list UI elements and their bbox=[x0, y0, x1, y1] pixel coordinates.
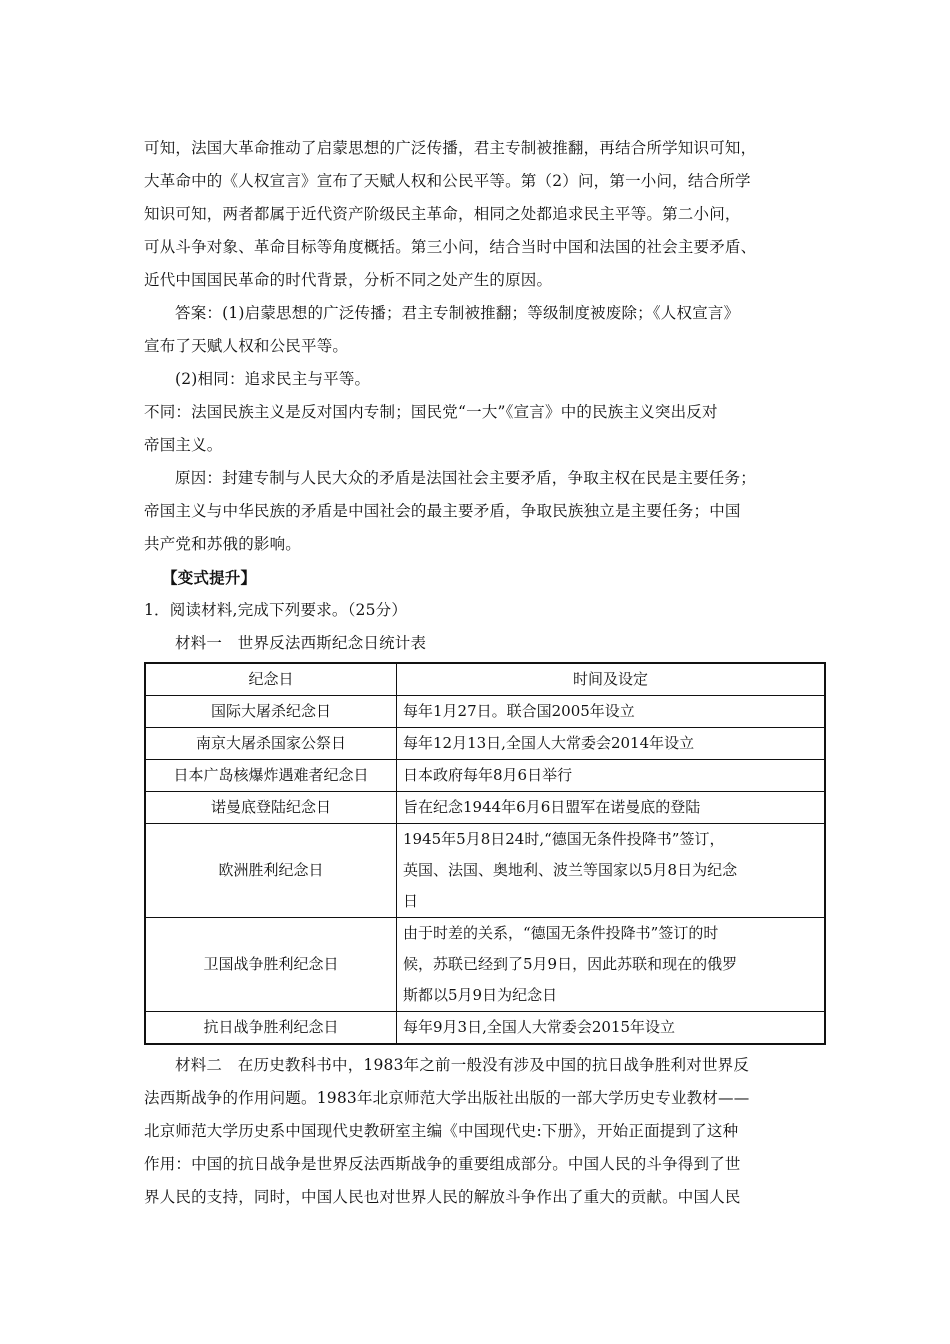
desc-line: 候，苏联已经到了5月9日，因此苏联和现在的俄罗 bbox=[403, 955, 738, 973]
page-content bbox=[144, 132, 804, 1214]
table-header-cell: 纪念日 bbox=[145, 663, 397, 696]
answer-line: 原因：封建专制与人民大众的矛盾是法国社会主要矛盾，争取主权在民是主要任务； bbox=[175, 469, 756, 487]
answer-line: 帝国主义。 bbox=[144, 436, 223, 454]
text-line: 界人民的支持，同时，中国人民也对世界人民的解放斗争作出了重大的贡献。中国人民 bbox=[144, 1188, 741, 1206]
text-line: 可知，法国大革命推动了启蒙思想的广泛传播，君主专制被推翻，再结合所学知识可知， bbox=[144, 139, 757, 157]
desc-line: 每年9月3日,全国人大常委会2015年设立 bbox=[403, 1018, 676, 1036]
table-cell-desc bbox=[397, 728, 826, 760]
table-row bbox=[145, 760, 825, 792]
text-line: 法西斯战争的作用问题。1983年北京师范大学出版社出版的一部大学历史专业教材—— bbox=[144, 1089, 750, 1107]
desc-line: 英国、法国、奥地利、波兰等国家以5月8日为纪念 bbox=[403, 861, 738, 879]
answer-line: 宣布了天赋人权和公民平等。 bbox=[144, 337, 349, 355]
table-row bbox=[145, 792, 825, 824]
table-header-cell: 时间及设定 bbox=[397, 663, 826, 696]
text-line: 材料二 在历史教科书中，1983年之前一般没有涉及中国的抗日战争胜利对世界反 bbox=[175, 1056, 750, 1074]
answer-line: 共产党和苏俄的影响。 bbox=[144, 535, 302, 553]
text-line: 作用：中国的抗日战争是世界反法西斯战争的重要组成部分。中国人民的斗争得到了世 bbox=[144, 1155, 741, 1173]
memorial-days-table bbox=[144, 662, 826, 1045]
table-cell-day: 卫国战争胜利纪念日 bbox=[145, 918, 397, 1012]
desc-line: 每年12月13日,全国人大常委会2014年设立 bbox=[403, 734, 695, 752]
intro-paragraph bbox=[144, 132, 804, 297]
answer-line: (2)相同：追求民主与平等。 bbox=[175, 370, 371, 388]
answer-line: 不同：法国民族主义是反对国内专制；国民党“一大”《宣言》中的民族主义突出反对 bbox=[144, 403, 718, 421]
answer-block bbox=[144, 297, 804, 561]
desc-line: 日本政府每年8月6日举行 bbox=[403, 766, 573, 784]
text-line: 可从斗争对象、革命目标等角度概括。第三小问，结合当时中国和法国的社会主要矛盾、 bbox=[144, 238, 757, 256]
table-cell-desc bbox=[397, 760, 826, 792]
material1-caption: 材料一 世界反法西斯纪念日统计表 bbox=[175, 634, 427, 652]
desc-line: 日 bbox=[403, 892, 419, 910]
table-cell-desc bbox=[397, 918, 826, 1012]
table-row bbox=[145, 696, 825, 728]
table-cell-day: 日本广岛核爆炸遇难者纪念日 bbox=[145, 760, 397, 792]
table-cell-desc bbox=[397, 696, 826, 728]
section-heading: 【变式提升】 bbox=[162, 568, 257, 587]
desc-line: 由于时差的关系，“德国无条件投降书”签订的时 bbox=[403, 924, 719, 942]
text-line: 近代中国国民革命的时代背景，分析不同之处产生的原因。 bbox=[144, 271, 553, 289]
desc-line: 每年1月27日。联合国2005年设立 bbox=[403, 702, 635, 720]
table-header-row bbox=[145, 663, 825, 696]
text-line: 大革命中的《人权宣言》宣布了天赋人权和公民平等。第（2）问，第一小问，结合所学 bbox=[144, 172, 751, 190]
desc-line: 旨在纪念1944年6月6日盟军在诺曼底的登陆 bbox=[403, 798, 701, 816]
desc-line: 斯都以5月9日为纪念日 bbox=[403, 986, 558, 1004]
table-row bbox=[145, 824, 825, 918]
table-cell-day: 抗日战争胜利纪念日 bbox=[145, 1012, 397, 1045]
table-cell-desc bbox=[397, 824, 826, 918]
question-title: 1．阅读材料,完成下列要求。（25分） bbox=[144, 601, 408, 619]
table-cell-desc bbox=[397, 1012, 826, 1045]
material2-paragraph bbox=[144, 1049, 804, 1214]
table-cell-day: 欧洲胜利纪念日 bbox=[145, 824, 397, 918]
table-cell-day: 诺曼底登陆纪念日 bbox=[145, 792, 397, 824]
table-cell-day: 南京大屠杀国家公祭日 bbox=[145, 728, 397, 760]
answer-line: 答案：(1)启蒙思想的广泛传播；君主专制被推翻；等级制度被废除；《人权宣言》 bbox=[175, 304, 740, 322]
table-cell-day: 国际大屠杀纪念日 bbox=[145, 696, 397, 728]
table-cell-desc bbox=[397, 792, 826, 824]
table-row bbox=[145, 1012, 825, 1045]
table-row bbox=[145, 918, 825, 1012]
table-row bbox=[145, 728, 825, 760]
text-line: 知识可知，两者都属于近代资产阶级民主革命，相同之处都追求民主平等。第二小问， bbox=[144, 205, 741, 223]
answer-line: 帝国主义与中华民族的矛盾是中国社会的最主要矛盾，争取民族独立是主要任务；中国 bbox=[144, 502, 741, 520]
desc-line: 1945年5月8日24时,“德国无条件投降书”签订， bbox=[403, 830, 725, 848]
text-line: 北京师范大学历史系中国现代史教研室主编《中国现代史:下册》，开始正面提到了这种 bbox=[144, 1122, 739, 1140]
